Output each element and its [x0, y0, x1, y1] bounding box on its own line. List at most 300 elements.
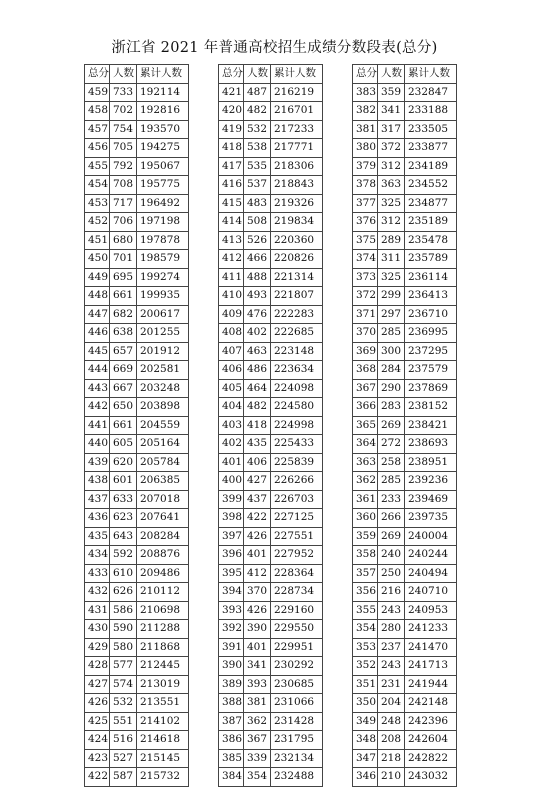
cumulative-cell: 208284 [137, 527, 189, 546]
count-cell: 657 [110, 342, 137, 361]
table-row [219, 435, 323, 454]
table-row [85, 453, 189, 472]
score-cell: 364 [353, 435, 378, 454]
cumulative-cell: 230292 [271, 657, 323, 676]
count-cell: 650 [110, 398, 137, 417]
score-cell: 411 [219, 268, 244, 287]
table-row [353, 102, 457, 121]
score-cell: 349 [353, 712, 378, 731]
header-count: 人数 [244, 65, 271, 84]
count-cell: 717 [110, 194, 137, 213]
cumulative-cell: 222685 [271, 324, 323, 343]
table-row [219, 675, 323, 694]
score-cell: 433 [85, 564, 110, 583]
cumulative-cell: 226703 [271, 490, 323, 509]
cumulative-cell: 195067 [137, 157, 189, 176]
cumulative-cell: 224580 [271, 398, 323, 417]
count-cell: 587 [110, 768, 137, 787]
cumulative-cell: 205784 [137, 453, 189, 472]
cumulative-cell: 240710 [405, 583, 457, 602]
cumulative-cell: 233505 [405, 120, 457, 139]
count-cell: 574 [110, 675, 137, 694]
score-cell: 394 [219, 583, 244, 602]
table-row [219, 157, 323, 176]
score-cell: 409 [219, 305, 244, 324]
score-cell: 388 [219, 694, 244, 713]
header-cumulative: 累计人数 [137, 65, 189, 84]
cumulative-cell: 236995 [405, 324, 457, 343]
count-cell: 623 [110, 509, 137, 528]
score-cell: 422 [85, 768, 110, 787]
cumulative-cell: 236413 [405, 287, 457, 306]
score-cell: 362 [353, 472, 378, 491]
table-row [219, 416, 323, 435]
table-row [353, 546, 457, 565]
count-cell: 538 [244, 139, 271, 158]
score-cell: 420 [219, 102, 244, 121]
cumulative-cell: 238421 [405, 416, 457, 435]
count-cell: 285 [378, 472, 405, 491]
score-cell: 399 [219, 490, 244, 509]
table-row [353, 731, 457, 750]
score-cell: 372 [353, 287, 378, 306]
cumulative-cell: 197878 [137, 231, 189, 250]
score-cell: 447 [85, 305, 110, 324]
cumulative-cell: 237295 [405, 342, 457, 361]
table-row [353, 712, 457, 731]
score-cell: 380 [353, 139, 378, 158]
cumulative-cell: 231428 [271, 712, 323, 731]
cumulative-cell: 218306 [271, 157, 323, 176]
cumulative-cell: 201912 [137, 342, 189, 361]
count-cell: 341 [378, 102, 405, 121]
cumulative-cell: 237579 [405, 361, 457, 380]
score-table-left [84, 64, 189, 787]
cumulative-cell: 209486 [137, 564, 189, 583]
score-cell: 425 [85, 712, 110, 731]
table-row [353, 305, 457, 324]
table-row [353, 213, 457, 232]
cumulative-cell: 236710 [405, 305, 457, 324]
count-cell: 297 [378, 305, 405, 324]
header-count: 人数 [110, 65, 137, 84]
score-cell: 384 [219, 768, 244, 787]
score-cell: 367 [353, 379, 378, 398]
cumulative-cell: 218843 [271, 176, 323, 195]
score-cell: 346 [353, 768, 378, 787]
score-cell: 443 [85, 379, 110, 398]
cumulative-cell: 210112 [137, 583, 189, 602]
table-row [353, 361, 457, 380]
score-cell: 369 [353, 342, 378, 361]
header-count: 人数 [378, 65, 405, 84]
score-cell: 368 [353, 361, 378, 380]
count-cell: 269 [378, 416, 405, 435]
count-cell: 393 [244, 675, 271, 694]
count-cell: 610 [110, 564, 137, 583]
score-cell: 395 [219, 564, 244, 583]
count-cell: 339 [244, 749, 271, 768]
table-row [353, 231, 457, 250]
cumulative-cell: 234189 [405, 157, 457, 176]
table-row [219, 749, 323, 768]
table-row [353, 194, 457, 213]
cumulative-cell: 228364 [271, 564, 323, 583]
cumulative-cell: 216219 [271, 83, 323, 102]
table-row [219, 564, 323, 583]
score-cell: 356 [353, 583, 378, 602]
cumulative-cell: 242604 [405, 731, 457, 750]
cumulative-cell: 222283 [271, 305, 323, 324]
count-cell: 516 [110, 731, 137, 750]
table-row [353, 657, 457, 676]
score-cell: 456 [85, 139, 110, 158]
cumulative-cell: 199274 [137, 268, 189, 287]
table-row [85, 176, 189, 195]
score-cell: 431 [85, 601, 110, 620]
score-cell: 408 [219, 324, 244, 343]
count-cell: 243 [378, 657, 405, 676]
score-cell: 389 [219, 675, 244, 694]
cumulative-cell: 232488 [271, 768, 323, 787]
score-cell: 427 [85, 675, 110, 694]
table-row [353, 398, 457, 417]
table-header-row [85, 65, 189, 84]
count-cell: 620 [110, 453, 137, 472]
count-cell: 667 [110, 379, 137, 398]
count-cell: 269 [378, 527, 405, 546]
cumulative-cell: 232134 [271, 749, 323, 768]
table-row [219, 305, 323, 324]
score-cell: 350 [353, 694, 378, 713]
cumulative-cell: 201255 [137, 324, 189, 343]
count-cell: 359 [378, 83, 405, 102]
table-row [219, 509, 323, 528]
table-row [219, 139, 323, 158]
count-cell: 682 [110, 305, 137, 324]
cumulative-cell: 193570 [137, 120, 189, 139]
score-cell: 348 [353, 731, 378, 750]
table-row [353, 472, 457, 491]
score-cell: 430 [85, 620, 110, 639]
header-total-score: 总分 [85, 65, 110, 84]
count-cell: 708 [110, 176, 137, 195]
count-cell: 532 [110, 694, 137, 713]
cumulative-cell: 234877 [405, 194, 457, 213]
count-cell: 488 [244, 268, 271, 287]
count-cell: 418 [244, 416, 271, 435]
score-cell: 381 [353, 120, 378, 139]
table-header-row [353, 65, 457, 84]
score-cell: 458 [85, 102, 110, 121]
cumulative-cell: 241713 [405, 657, 457, 676]
score-cell: 402 [219, 435, 244, 454]
score-cell: 432 [85, 583, 110, 602]
score-cell: 445 [85, 342, 110, 361]
count-cell: 486 [244, 361, 271, 380]
score-cell: 398 [219, 509, 244, 528]
count-cell: 435 [244, 435, 271, 454]
cumulative-cell: 227952 [271, 546, 323, 565]
score-cell: 386 [219, 731, 244, 750]
count-cell: 300 [378, 342, 405, 361]
count-cell: 592 [110, 546, 137, 565]
cumulative-cell: 224098 [271, 379, 323, 398]
page-title: 浙江省 2021 年普通高校招生成绩分数段表(总分) [111, 40, 438, 56]
count-cell: 240 [378, 546, 405, 565]
count-cell: 535 [244, 157, 271, 176]
cumulative-cell: 242148 [405, 694, 457, 713]
score-cell: 415 [219, 194, 244, 213]
table-row [85, 509, 189, 528]
score-cell: 442 [85, 398, 110, 417]
score-cell: 352 [353, 657, 378, 676]
score-cell: 440 [85, 435, 110, 454]
cumulative-cell: 241233 [405, 620, 457, 639]
cumulative-cell: 203898 [137, 398, 189, 417]
table-row [353, 490, 457, 509]
score-cell: 373 [353, 268, 378, 287]
cumulative-cell: 213019 [137, 675, 189, 694]
count-cell: 706 [110, 213, 137, 232]
score-cell: 347 [353, 749, 378, 768]
cumulative-cell: 239236 [405, 472, 457, 491]
score-cell: 419 [219, 120, 244, 139]
score-cell: 453 [85, 194, 110, 213]
table-row [85, 361, 189, 380]
cumulative-cell: 235189 [405, 213, 457, 232]
cumulative-cell: 200617 [137, 305, 189, 324]
count-cell: 643 [110, 527, 137, 546]
table-row [353, 620, 457, 639]
score-cell: 407 [219, 342, 244, 361]
table-row [219, 490, 323, 509]
table-row [353, 564, 457, 583]
table-row [85, 324, 189, 343]
table-row [85, 527, 189, 546]
score-table-middle [218, 64, 323, 787]
table-row [85, 342, 189, 361]
table-row [85, 601, 189, 620]
count-cell: 363 [378, 176, 405, 195]
count-cell: 493 [244, 287, 271, 306]
cumulative-cell: 223634 [271, 361, 323, 380]
header-total-score: 总分 [219, 65, 244, 84]
table-row [219, 83, 323, 102]
table-row [85, 749, 189, 768]
cumulative-cell: 220826 [271, 250, 323, 269]
count-cell: 312 [378, 213, 405, 232]
header-cumulative: 累计人数 [271, 65, 323, 84]
table-row [219, 120, 323, 139]
table-row [85, 731, 189, 750]
count-cell: 426 [244, 601, 271, 620]
table-row [85, 546, 189, 565]
cumulative-cell: 203248 [137, 379, 189, 398]
count-cell: 577 [110, 657, 137, 676]
cumulative-cell: 228734 [271, 583, 323, 602]
cumulative-cell: 242822 [405, 749, 457, 768]
count-cell: 367 [244, 731, 271, 750]
cumulative-cell: 214102 [137, 712, 189, 731]
cumulative-cell: 221807 [271, 287, 323, 306]
count-cell: 669 [110, 361, 137, 380]
cumulative-cell: 235478 [405, 231, 457, 250]
table-row [85, 139, 189, 158]
table-row [85, 657, 189, 676]
table-row [85, 120, 189, 139]
score-cell: 448 [85, 287, 110, 306]
header-cumulative: 累计人数 [405, 65, 457, 84]
cumulative-cell: 208876 [137, 546, 189, 565]
score-cell: 457 [85, 120, 110, 139]
score-cell: 459 [85, 83, 110, 102]
score-cell: 358 [353, 546, 378, 565]
score-cell: 404 [219, 398, 244, 417]
cumulative-cell: 237869 [405, 379, 457, 398]
count-cell: 605 [110, 435, 137, 454]
table-row [85, 564, 189, 583]
table-row [219, 176, 323, 195]
count-cell: 580 [110, 638, 137, 657]
score-cell: 397 [219, 527, 244, 546]
cumulative-cell: 192114 [137, 83, 189, 102]
cumulative-cell: 210698 [137, 601, 189, 620]
cumulative-cell: 229951 [271, 638, 323, 657]
cumulative-cell: 227551 [271, 527, 323, 546]
cumulative-cell: 216701 [271, 102, 323, 121]
table-row [353, 416, 457, 435]
count-cell: 243 [378, 601, 405, 620]
count-cell: 702 [110, 102, 137, 121]
table-row [219, 453, 323, 472]
count-cell: 626 [110, 583, 137, 602]
count-cell: 437 [244, 490, 271, 509]
count-cell: 289 [378, 231, 405, 250]
cumulative-cell: 225433 [271, 435, 323, 454]
table-row [219, 620, 323, 639]
count-cell: 792 [110, 157, 137, 176]
count-cell: 372 [378, 139, 405, 158]
count-cell: 705 [110, 139, 137, 158]
table-row [353, 342, 457, 361]
count-cell: 381 [244, 694, 271, 713]
count-cell: 284 [378, 361, 405, 380]
score-cell: 382 [353, 102, 378, 121]
count-cell: 354 [244, 768, 271, 787]
cumulative-cell: 235789 [405, 250, 457, 269]
cumulative-cell: 206385 [137, 472, 189, 491]
count-cell: 426 [244, 527, 271, 546]
table-row [219, 231, 323, 250]
score-cell: 441 [85, 416, 110, 435]
cumulative-cell: 207641 [137, 509, 189, 528]
cumulative-cell: 217771 [271, 139, 323, 158]
table-row [85, 712, 189, 731]
cumulative-cell: 197198 [137, 213, 189, 232]
table-row [219, 379, 323, 398]
table-row [353, 583, 457, 602]
table-row [219, 583, 323, 602]
score-cell: 434 [85, 546, 110, 565]
cumulative-cell: 221314 [271, 268, 323, 287]
count-cell: 661 [110, 287, 137, 306]
score-cell: 400 [219, 472, 244, 491]
count-cell: 258 [378, 453, 405, 472]
count-cell: 508 [244, 213, 271, 232]
cumulative-cell: 205164 [137, 435, 189, 454]
table-row [353, 435, 457, 454]
cumulative-cell: 213551 [137, 694, 189, 713]
table-row [219, 694, 323, 713]
score-cell: 359 [353, 527, 378, 546]
cumulative-cell: 233188 [405, 102, 457, 121]
count-cell: 601 [110, 472, 137, 491]
count-cell: 402 [244, 324, 271, 343]
score-cell: 450 [85, 250, 110, 269]
count-cell: 390 [244, 620, 271, 639]
score-cell: 426 [85, 694, 110, 713]
score-cell: 429 [85, 638, 110, 657]
count-cell: 466 [244, 250, 271, 269]
count-cell: 412 [244, 564, 271, 583]
table-row [219, 398, 323, 417]
cumulative-cell: 241470 [405, 638, 457, 657]
table-row [219, 657, 323, 676]
score-cell: 412 [219, 250, 244, 269]
table-row [85, 490, 189, 509]
score-cell: 371 [353, 305, 378, 324]
score-cell: 428 [85, 657, 110, 676]
table-row [85, 83, 189, 102]
cumulative-cell: 233877 [405, 139, 457, 158]
table-row [85, 268, 189, 287]
count-cell: 204 [378, 694, 405, 713]
table-row [85, 231, 189, 250]
count-cell: 233 [378, 490, 405, 509]
table-row [219, 324, 323, 343]
table-row [85, 398, 189, 417]
count-cell: 285 [378, 324, 405, 343]
table-row [219, 712, 323, 731]
score-cell: 379 [353, 157, 378, 176]
count-cell: 370 [244, 583, 271, 602]
table-row [219, 472, 323, 491]
count-cell: 237 [378, 638, 405, 657]
count-cell: 317 [378, 120, 405, 139]
cumulative-cell: 195775 [137, 176, 189, 195]
table-row [353, 509, 457, 528]
cumulative-cell: 219326 [271, 194, 323, 213]
count-cell: 537 [244, 176, 271, 195]
score-cell: 392 [219, 620, 244, 639]
score-cell: 421 [219, 83, 244, 102]
table-row [85, 287, 189, 306]
header-total-score: 总分 [353, 65, 378, 84]
score-cell: 376 [353, 213, 378, 232]
cumulative-cell: 215732 [137, 768, 189, 787]
count-cell: 464 [244, 379, 271, 398]
table-row [85, 379, 189, 398]
count-cell: 661 [110, 416, 137, 435]
count-cell: 526 [244, 231, 271, 250]
score-cell: 406 [219, 361, 244, 380]
table-row [85, 435, 189, 454]
score-cell: 378 [353, 176, 378, 195]
score-cell: 414 [219, 213, 244, 232]
count-cell: 311 [378, 250, 405, 269]
cumulative-cell: 229550 [271, 620, 323, 639]
